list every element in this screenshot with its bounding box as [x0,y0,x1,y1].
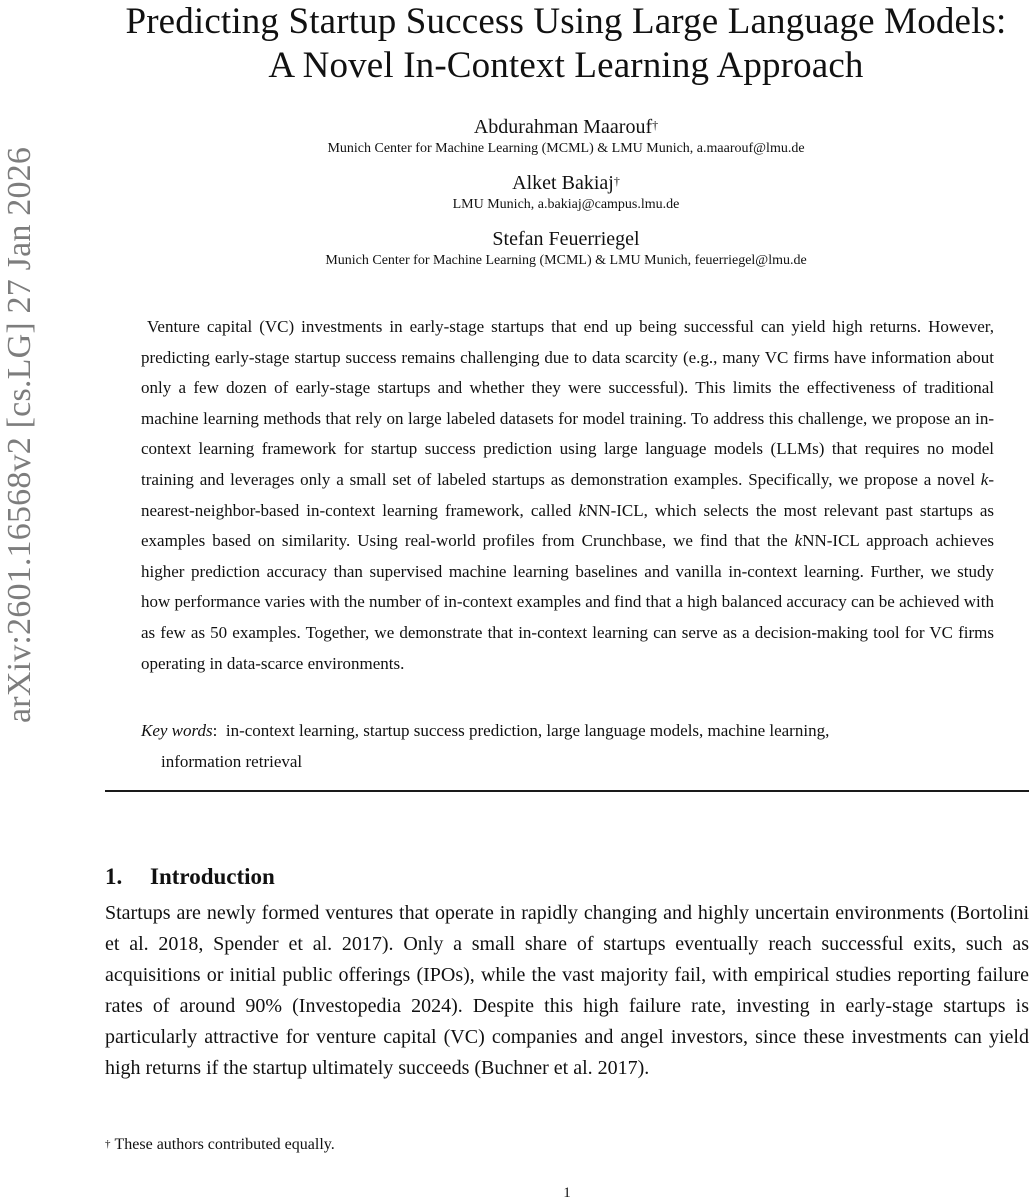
author-block [100,114,1029,282]
author-affiliation: Munich Center for Machine Learning (MCML) & LMU Munich, a.maarouf@lmu.de [327,141,805,156]
abstract: Venture capital (VC) investments in early-stage startups that end up being successful can yield high returns. However, predicting early-stage startup success remains challenging due to data scarcity (e.g., many VC firms have information about only a few dozen of early-stage startups and whether they were successful). This limits the effectiveness of traditional machine learning methods that rely on large labeled datasets for model training. To address this challenge, we propose an in-context learning framework for startup success prediction using large language models (LLMs) that requires no model training and leverages only a small set of labeled startups as demonstration examples. Specifically, we propose a novel k-nearest-neighbor-based in-context learning framework, called kNN-ICL, which selects the most relevant past startups as examples based on similarity. Using real-world profiles from Crunchbase, we find that the kNN-ICL approach achieves higher prediction accuracy than supervised machine learning baselines and vanilla in-context learning. Further, we study how performance varies with the number of in-context examples and find that a high balanced accuracy can be achieved with as few as 50 examples. Together, we demonstrate that in-context learning can serve as a decision-making tool for VC firms operating in data-scarce environments. [141,317,995,673]
keywords-line-1: in-context learning, startup success prediction, large language models, machine learning, [225,721,830,740]
author-name: Alket Bakiaj† [512,172,620,194]
section-title: Introduction [150,864,275,889]
author-affiliation: LMU Munich, a.bakiaj@campus.lmu.de [452,197,680,212]
math-k: k [794,531,803,551]
footnote-mark: † [105,1138,111,1150]
math-k: k [578,500,587,520]
footnote-text: These authors contributed equally. [114,1136,335,1153]
author-name: Abdurahman Maarouf† [473,116,659,138]
introduction-paragraph: Startups are newly formed ventures that operate in rapidly changing and highly uncertain environments (Bortolini et al. 2018, Spender et al. 2017). Only a small share of startups eventually reach successful exits, such as acquisitions or initial public offerings (IPOs), while the vast majority fail, with empirical studies reporting failure rates of around 90% (Investopedia 2024). Despite this high failure rate, investing in early-stage startups is particularly attractive for venture capital (VC) companies and angel investors, since these investments can yield high returns if the startup ultimately succeeds (Buchner et al. 2017). [105,902,1029,1079]
paper-title [100,0,1029,88]
equal-contribution-mark: † [652,118,659,132]
page-number: 1 [563,1185,571,1201]
equal-contribution-mark: † [613,174,620,188]
abstract-divider [105,790,1029,792]
section-number: 1. [105,864,123,889]
author-name: Stefan Feuerriegel [492,228,640,250]
section-heading [105,862,275,892]
keywords: Key words: in-context learning, startup success prediction, large language models, machine learning, information retrieval [141,716,994,777]
keywords-label: Key words [141,721,213,740]
math-k: k [980,469,989,489]
keywords-line-2: information retrieval [161,751,303,771]
title-line-1: Predicting Startup Success Using Large Language Models: [125,1,1007,42]
footnote [105,1134,335,1156]
title-line-2: A Novel In-Context Learning Approach [268,45,864,86]
author-affiliation: Munich Center for Machine Learning (MCML) & LMU Munich, feuerriegel@lmu.de [325,253,807,268]
arxiv-identifier-stamp: arXiv:2601.16568v2 [cs.LG] 27 Jan 2026 [1,146,38,723]
